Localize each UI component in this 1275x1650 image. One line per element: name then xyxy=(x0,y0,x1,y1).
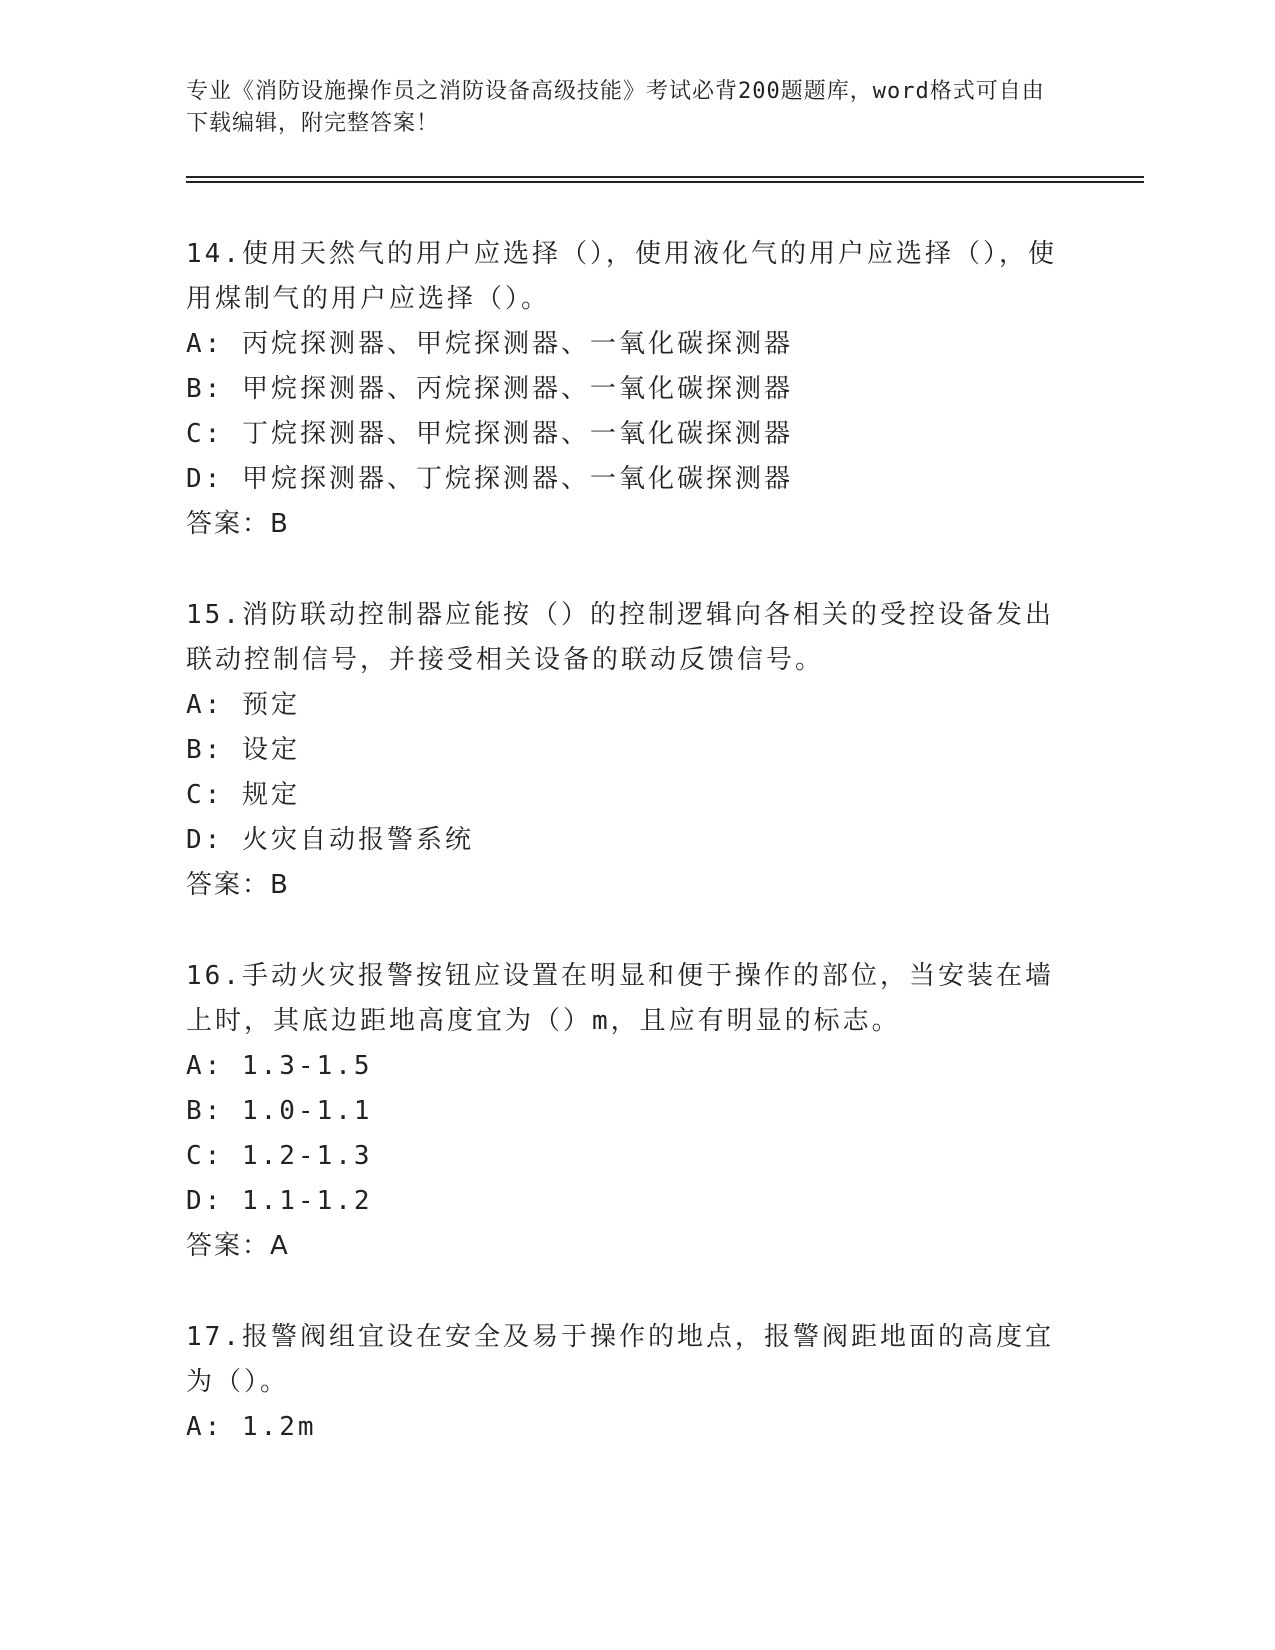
answer-line: 答案：B xyxy=(186,509,290,539)
question-16 xyxy=(186,954,1066,1269)
document-header: 专业《消防设施操作员之消防设备高级技能》考试必背200题题库，word格式可自由下载编辑，附完整答案！ xyxy=(186,79,1045,136)
answer-line: 答案：B xyxy=(186,870,290,900)
question-list xyxy=(186,232,1066,1496)
option-b: B: 1.0-1.1 xyxy=(186,1096,373,1126)
option-c: C: 1.2-1.3 xyxy=(186,1141,373,1171)
question-text: 16.手动火灾报警按钮应设置在明显和便于操作的部位，当安装在墙上时，其底边距地高度宜为（）m，且应有明显的标志。 xyxy=(186,961,1054,1036)
option-b: B: 甲烷探测器、丙烷探测器、一氧化碳探测器 xyxy=(186,374,793,404)
header-divider-top xyxy=(186,176,1144,178)
option-b: B: 设定 xyxy=(186,735,300,765)
option-c: C: 丁烷探测器、甲烷探测器、一氧化碳探测器 xyxy=(186,419,793,449)
option-d: D: 甲烷探测器、丁烷探测器、一氧化碳探测器 xyxy=(186,464,793,494)
answer-line: 答案：A xyxy=(186,1231,290,1261)
option-c: C: 规定 xyxy=(186,780,300,810)
option-d: D: 1.1-1.2 xyxy=(186,1186,373,1216)
question-text: 17.报警阀组宜设在安全及易于操作的地点，报警阀距地面的高度宜为（）。 xyxy=(186,1322,1054,1397)
option-a: A: 1.2m xyxy=(186,1412,317,1442)
question-17 xyxy=(186,1315,1066,1450)
option-a: A: 1.3-1.5 xyxy=(186,1051,373,1081)
option-d: D: 火灾自动报警系统 xyxy=(186,825,474,855)
question-text: 15.消防联动控制器应能按（）的控制逻辑向各相关的受控设备发出联动控制信号，并接受相关设备的联动反馈信号。 xyxy=(186,600,1054,675)
option-a: A: 预定 xyxy=(186,690,300,720)
option-a: A: 丙烷探测器、甲烷探测器、一氧化碳探测器 xyxy=(186,329,793,359)
question-text: 14.使用天然气的用户应选择（），使用液化气的用户应选择（），使用煤制气的用户应选择（）。 xyxy=(186,239,1057,314)
question-14 xyxy=(186,232,1066,547)
question-15 xyxy=(186,593,1066,908)
header-divider-bottom xyxy=(186,181,1144,183)
